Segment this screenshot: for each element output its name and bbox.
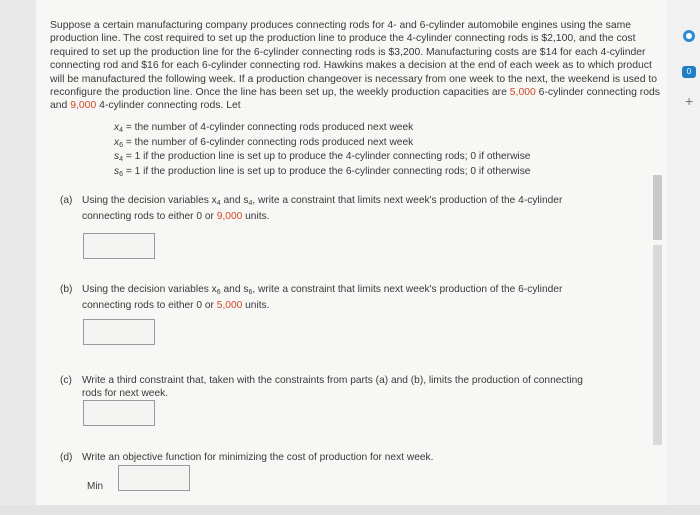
intro-text-mid: 6-cylinder connecting rods and bbox=[50, 87, 660, 112]
circle-icon[interactable] bbox=[683, 30, 695, 42]
answer-box-c[interactable] bbox=[83, 400, 155, 426]
part-c: (c) Write a third constraint that, taken with the constraints from parts (a) and (b), limits the production of connecting rods for next week. bbox=[60, 375, 583, 399]
part-d: (d) Write an objective function for minimizing the cost of production for next week. bbox=[60, 452, 434, 463]
part-d-label: (d) bbox=[60, 452, 73, 463]
part-b-value: 5,000 bbox=[216, 300, 243, 311]
badge-icon[interactable]: 0 bbox=[682, 66, 696, 78]
plus-icon[interactable]: + bbox=[685, 93, 694, 109]
part-a-value: 9,000 bbox=[216, 211, 243, 222]
definition-s4: $s_4 = 1$ if the production line is set up to produce the 4-cylinder connecting rods; 0 if otherwise bbox=[114, 151, 531, 164]
part-a: (a) Using the decision variables $x_4$ and $s_4$, write a constraint that limits next week's production of the 4-cylinder connecting rods to either 0 or 9,000 units. bbox=[60, 195, 563, 222]
intro-text: Suppose a certain manufacturing company produces connecting rods for 4- and 6-cylinder automobile engines using the same production line. The cost required to set up the production line to produce the 4-cylinder connecting rods is $2,100, and the cost required to set up the production line for the 6-cylinder connecting rods is $3,200. Manufacturing costs are $14 for each 4-cylinder connecting rod and $16 for each 6-cylinder connecting rod. Hawkins makes a decision at the end of each week as to which product will be manufactured the following week. If a production changeover is necessary from one week to the next, the weekend is used to reconfigure the production line. Once the line has been set up, the weekly production capacities are bbox=[50, 20, 658, 99]
answer-box-b[interactable] bbox=[83, 319, 155, 345]
part-b-label: (b) bbox=[60, 284, 73, 295]
problem-statement bbox=[50, 19, 660, 113]
scrollbar-thumb[interactable] bbox=[653, 175, 662, 240]
capacity-4cyl: 9,000 bbox=[70, 100, 97, 112]
min-label: Min bbox=[87, 481, 104, 492]
part-a-label: (a) bbox=[60, 195, 73, 206]
answer-box-d[interactable] bbox=[118, 465, 190, 491]
bottom-strip bbox=[0, 505, 700, 515]
scrollbar-track[interactable] bbox=[653, 245, 662, 445]
definition-s6: $s_6 = 1$ if the production line is set up to produce the 6-cylinder connecting rods; 0 if otherwise bbox=[114, 165, 531, 178]
intro-text-end: 4-cylinder connecting rods. Let bbox=[96, 100, 241, 112]
capacity-6cyl: 5,000 bbox=[509, 87, 536, 99]
question-page bbox=[36, 0, 666, 515]
answer-box-a[interactable] bbox=[83, 233, 155, 259]
part-b: (b) Using the decision variables $x_6$ and $s_6$, write a constraint that limits next week's production of the 6-cylinder connecting rods to either 0 or 5,000 units. bbox=[60, 284, 563, 311]
definition-x6: $x_6$ = the number of 6-cylinder connecting rods produced next week bbox=[114, 136, 414, 149]
variable-definitions bbox=[114, 122, 530, 180]
definition-x4: $x_4$ = the number of 4-cylinder connecting rods produced next week bbox=[114, 122, 414, 134]
part-c-label: (c) bbox=[60, 375, 72, 386]
